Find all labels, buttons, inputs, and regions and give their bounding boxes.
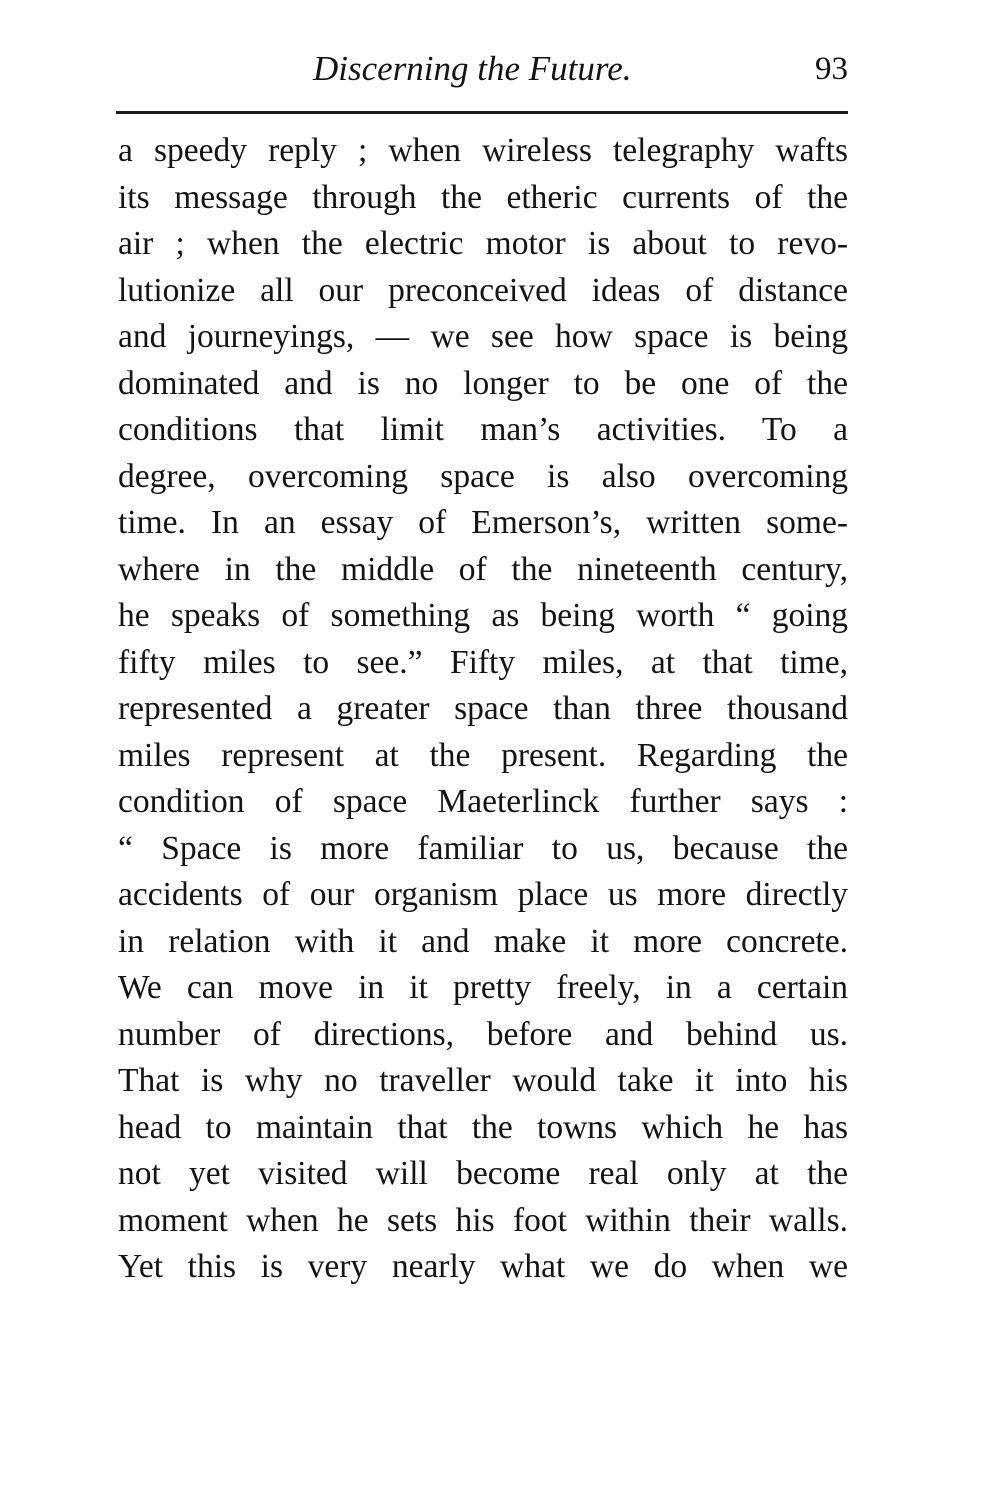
text-line: where in the middle of the nineteenth century, bbox=[118, 550, 848, 588]
text-line: That is why no traveller would take it into his bbox=[118, 1062, 848, 1099]
text-line: head to maintain that the towns which he has bbox=[118, 1108, 848, 1146]
text-line: dominated and is no longer to be one of the bbox=[118, 364, 848, 402]
text-line: and journeyings, — we see how space is being bbox=[118, 318, 848, 355]
text-line: represented a greater space than three thousand bbox=[118, 690, 848, 727]
text-line: degree, overcoming space is also overcoming bbox=[118, 457, 848, 495]
text-line: in relation with it and make it more concrete. bbox=[118, 922, 848, 960]
text-line: Yet this is very nearly what we do when we bbox=[118, 1248, 848, 1285]
body-text bbox=[118, 128, 848, 1291]
running-title: Discerning the Future. bbox=[313, 49, 632, 88]
text-line: lutionize all our preconceived ideas of distance bbox=[118, 271, 848, 309]
text-line: miles represent at the present. Regarding the bbox=[118, 736, 848, 774]
text-line: a speedy reply ; when wireless telegraphy wafts bbox=[118, 132, 848, 169]
text-line: number of directions, before and behind us. bbox=[118, 1015, 848, 1053]
text-line: air ; when the electric motor is about to revo- bbox=[118, 225, 848, 262]
text-line: “ Space is more familiar to us, because the bbox=[118, 829, 848, 867]
page-number: 93 bbox=[815, 51, 848, 87]
text-line: time. In an essay of Emerson’s, written some- bbox=[118, 504, 848, 541]
page-header bbox=[118, 44, 848, 94]
text-line: moment when he sets his foot within their walls. bbox=[118, 1201, 848, 1239]
header-rule bbox=[116, 111, 848, 114]
text-line: he speaks of something as being worth “ going bbox=[118, 597, 848, 634]
text-line: condition of space Maeterlinck further says : bbox=[118, 783, 848, 820]
text-line: conditions that limit man’s activities. To a bbox=[118, 411, 848, 448]
text-line: fifty miles to see.” Fifty miles, at that time, bbox=[118, 643, 848, 681]
text-line: We can move in it pretty freely, in a certain bbox=[118, 969, 848, 1006]
text-line: accidents of our organism place us more directly bbox=[118, 876, 848, 913]
text-line: not yet visited will become real only at the bbox=[118, 1155, 848, 1192]
text-line: its message through the etheric currents of the bbox=[118, 178, 848, 216]
